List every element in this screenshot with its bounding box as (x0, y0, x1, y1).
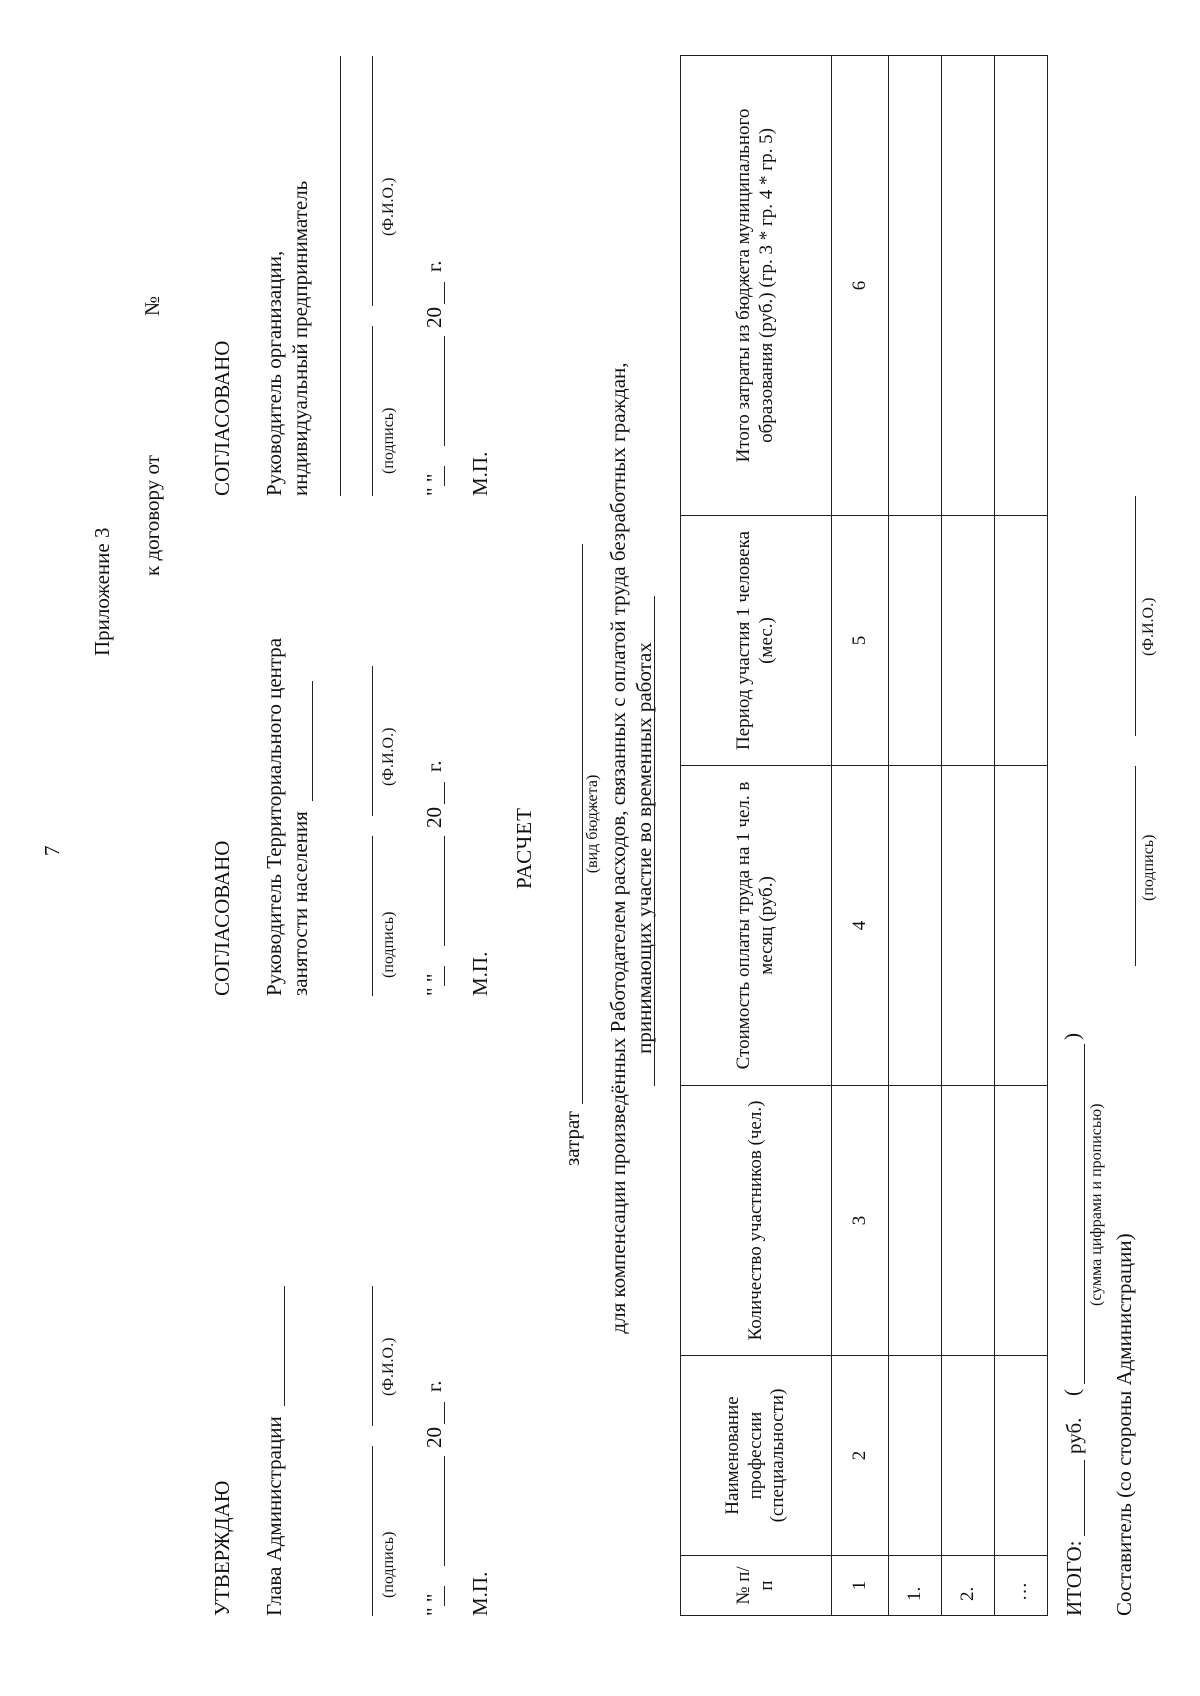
calculation-table (680, 55, 1048, 1616)
total-paren-close: ) (1060, 1033, 1084, 1040)
table-row (889, 56, 942, 1616)
approve-day-line (444, 1586, 445, 1606)
column-number: 6 (832, 56, 889, 516)
appendix-contract: к договору от (140, 455, 164, 576)
table-cell (889, 1356, 942, 1556)
approve-month-line (444, 1456, 445, 1566)
agree1-fio-line (372, 666, 373, 816)
agree2-position-line2: индивидуальный предприниматель (288, 180, 312, 496)
approve-fio-line (372, 1286, 373, 1426)
agree2-sign-label: (подпись) (380, 407, 397, 474)
table-cell (889, 56, 942, 516)
agree2-fio-label: (Ф.И.О.) (380, 177, 397, 236)
column-number: 1 (832, 1556, 889, 1616)
col-header-profession: Наименование профессии (специальности) (681, 1356, 832, 1556)
agree1-position-line1: Руководитель Территориального центра (262, 637, 286, 996)
agree2-date-year: 20 (422, 307, 446, 328)
approve-date-open: " " (422, 1593, 446, 1616)
row-number: 1. (889, 1556, 942, 1616)
agree2-fio-line (372, 56, 373, 306)
calc-line3-underline (654, 596, 655, 1086)
appendix-number-sign: № (140, 295, 164, 316)
approve-date-suffix: г. (422, 1380, 446, 1392)
compiler-fio-line (1135, 496, 1136, 736)
agree2-sign-line (372, 326, 373, 496)
agree2-position-line1: Руководитель организации, (262, 250, 286, 496)
calc-title: РАСЧЕТ (512, 807, 536, 889)
agree2-day-line (444, 466, 445, 486)
agree1-sign-line (372, 836, 373, 996)
table-cell (942, 56, 995, 516)
approve-sign-line (372, 1446, 373, 1616)
table-cell (995, 1086, 1048, 1356)
approve-sign-label: (подпись) (380, 1531, 397, 1598)
table-cell (995, 766, 1048, 1086)
column-number-row (832, 56, 889, 1616)
col-header-period: Период участия 1 человека (мес.) (681, 516, 832, 766)
agree1-date-year: 20 (422, 807, 446, 828)
total-label: ИТОГО: (1062, 1540, 1086, 1616)
approve-seal: М.П. (468, 1571, 492, 1616)
col-header-total: Итого затраты из бюджета муниципального образования (руб.) (гр. 3 * гр. 4 * гр. 5) (681, 56, 832, 516)
approve-position-line (284, 1286, 285, 1406)
agree1-seal: М.П. (468, 951, 492, 996)
table-cell (995, 516, 1048, 766)
agree1-day-line (444, 966, 445, 986)
table-header-row (681, 56, 832, 1616)
agree2-date-suffix: г. (422, 260, 446, 272)
compiler-fio-label: (Ф.И.О.) (1140, 597, 1157, 656)
total-rub: руб. (1062, 1417, 1086, 1454)
total-caption: (сумма цифрами и прописью) (1088, 1103, 1105, 1306)
agree1-month-line (444, 836, 445, 946)
agree1-position-line (312, 681, 313, 801)
calc-budget-caption: (вид бюджета) (584, 774, 601, 874)
agree2-title: СОГЛАСОВАНО (210, 340, 234, 496)
table-cell (995, 1356, 1048, 1556)
agree1-sign-label: (подпись) (380, 911, 397, 978)
column-number: 2 (832, 1356, 889, 1556)
column-number: 5 (832, 516, 889, 766)
agree1-date-open: " " (422, 973, 446, 996)
agree2-date-open: " " (422, 473, 446, 496)
table-cell (942, 1086, 995, 1356)
row-number: … (995, 1556, 1048, 1616)
agree2-name-line (340, 56, 341, 496)
appendix-title: Приложение 3 (90, 527, 114, 656)
table-cell (942, 766, 995, 1086)
approve-position: Глава Администрации (262, 1416, 286, 1616)
table-cell (942, 516, 995, 766)
agree1-title: СОГЛАСОВАНО (210, 840, 234, 996)
approve-title: УТВЕРЖДАЮ (210, 1480, 234, 1616)
table-cell (995, 56, 1048, 516)
table-cell (889, 766, 942, 1086)
column-number: 4 (832, 766, 889, 1086)
calc-line3: принимающих участие во временных работах (632, 642, 656, 1054)
table-row (942, 56, 995, 1616)
approve-year-line (444, 1402, 445, 1424)
agree1-year-line (444, 782, 445, 804)
table-cell (889, 1086, 942, 1356)
agree2-year-line (444, 282, 445, 304)
calc-line1-prefix: затрат (560, 1111, 584, 1166)
agree1-date-suffix: г. (422, 760, 446, 772)
agree2-month-line (444, 336, 445, 446)
total-paren-open: ( (1060, 1389, 1084, 1396)
col-header-cost: Стоимость оплаты труда на 1 чел. в месяц (руб.) (681, 766, 832, 1086)
compiler-sign-line (1135, 766, 1136, 966)
compiler-sign-label: (подпись) (1140, 834, 1157, 901)
total-amount-line (1084, 1460, 1085, 1536)
table-row (995, 56, 1048, 1616)
approve-date-year: 20 (422, 1427, 446, 1448)
table-cell (942, 1356, 995, 1556)
calc-line2: для компенсации произведённых Работодателем расходов, связанных с оплатой труда безработных граждан, (606, 362, 630, 1334)
total-words-line (1084, 1044, 1085, 1384)
calc-budget-line (582, 544, 583, 1104)
agree1-position-line2: занятости населения (288, 811, 312, 996)
row-number: 2. (942, 1556, 995, 1616)
agree2-seal: М.П. (468, 451, 492, 496)
approve-fio-label: (Ф.И.О.) (380, 1337, 397, 1396)
compiler-label: Составитель (со стороны Администрации) (1112, 1233, 1136, 1616)
agree1-fio-label: (Ф.И.О.) (380, 727, 397, 786)
col-header-number: № п/п (681, 1556, 832, 1616)
page-number: 7 (40, 845, 64, 856)
col-header-participants: Количество участников (чел.) (681, 1086, 832, 1356)
table-cell (889, 516, 942, 766)
column-number: 3 (832, 1086, 889, 1356)
